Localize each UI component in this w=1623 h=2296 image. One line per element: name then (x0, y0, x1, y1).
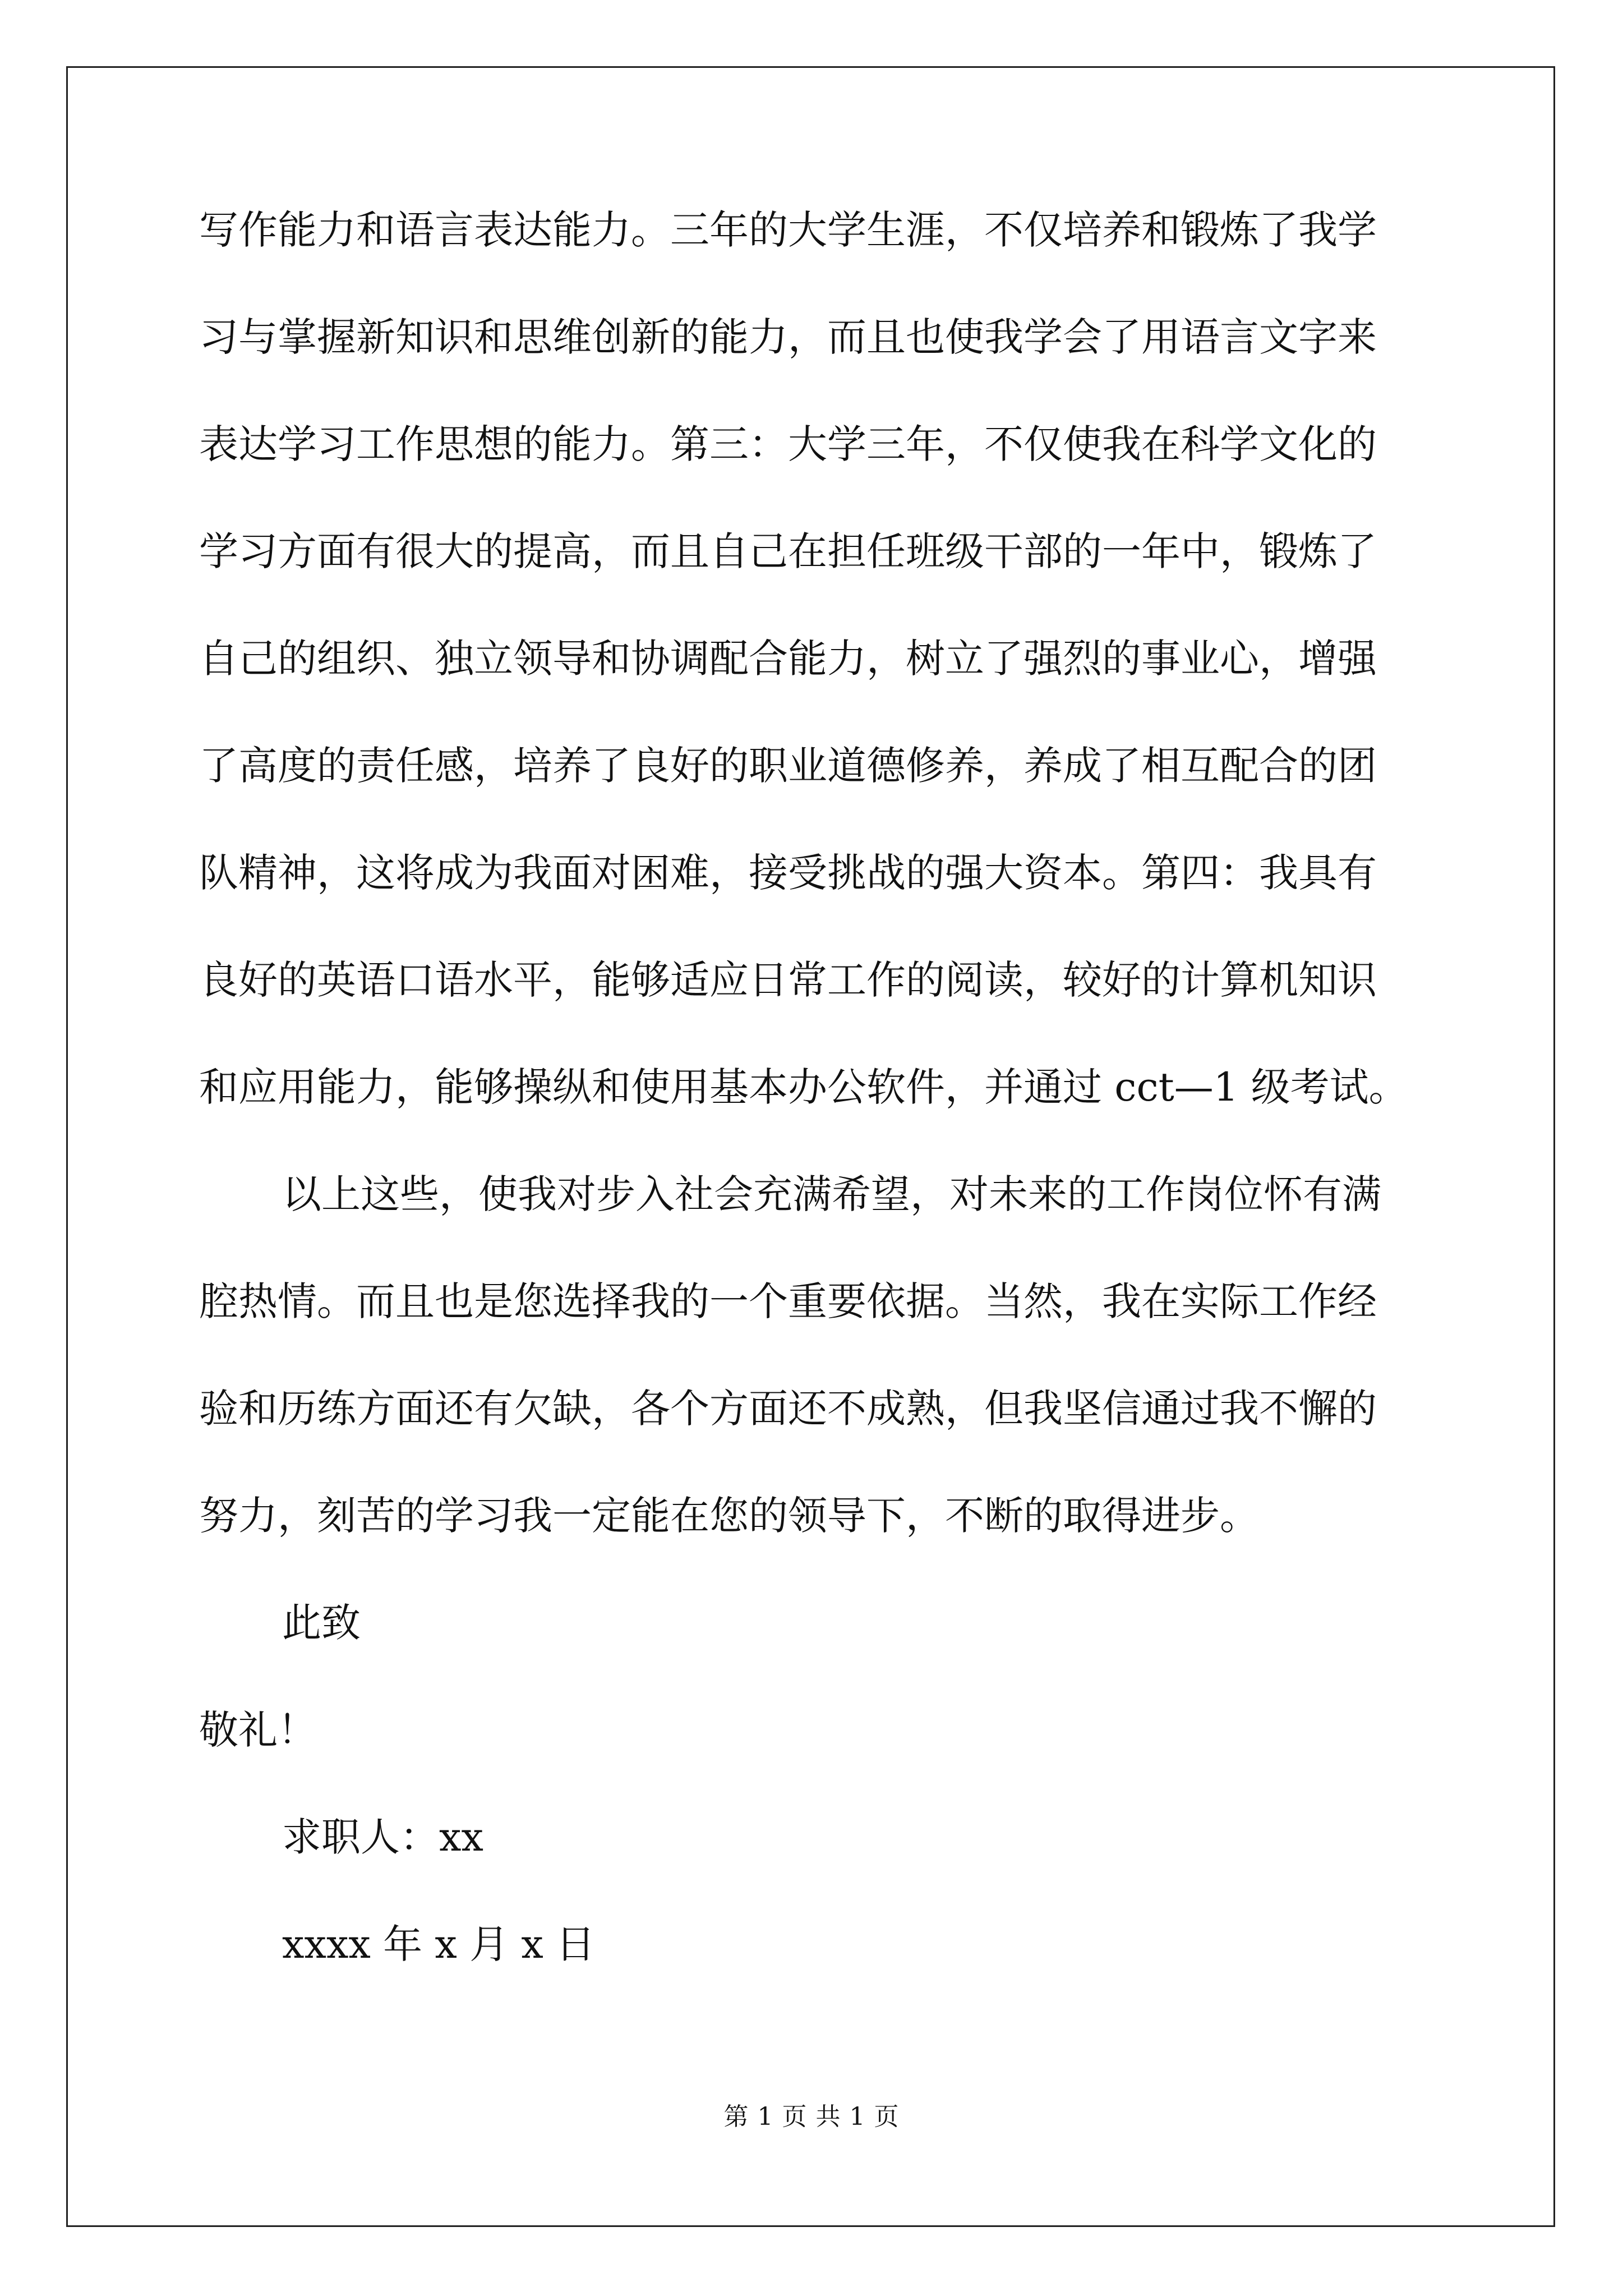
paragraph-line: 表达学习工作思想的能力。第三：大学三年，不仅使我在科学文化的 (199, 421, 1377, 467)
paragraph-line: 习与掌握新知识和思维创新的能力，而且也使我学会了用语言文字来 (199, 314, 1377, 360)
paragraph-line: 了高度的责任感，培养了良好的职业道德修养，养成了相互配合的团 (199, 743, 1377, 789)
page-footer: 第 1 页 共 1 页 (723, 2102, 900, 2131)
paragraph-line: 腔热情。而且也是您选择我的一个重要依据。当然，我在实际工作经 (199, 1278, 1377, 1324)
closing-line: 此致 (282, 1600, 361, 1646)
paragraph-line: 以上这些，使我对步入社会充满希望，对未来的工作岗位怀有满 (282, 1171, 1381, 1217)
paragraph-line: 队精神，这将成为我面对困难，接受挑战的强大资本。第四：我具有 (199, 850, 1377, 896)
salutation: 敬礼！ (199, 1707, 317, 1753)
paragraph-line: 自己的组织、独立领导和协调配合能力，树立了强烈的事业心，增强 (199, 636, 1377, 682)
paragraph-line: 和应用能力，能够操纵和使用基本办公软件，并通过 cct—1 级考试。 (199, 1064, 1408, 1110)
paragraph-line: 写作能力和语言表达能力。三年的大学生涯，不仅培养和锻炼了我学 (199, 207, 1377, 253)
paragraph-line: 良好的英语口语水平，能够适应日常工作的阅读，较好的计算机知识 (199, 957, 1377, 1003)
paragraph-line: 学习方面有很大的提高，而且自己在担任班级干部的一年中，锻炼了 (199, 528, 1377, 574)
document-body (199, 207, 1433, 2032)
date-line: xxxx 年 x 月 x 日 (282, 1921, 596, 1967)
applicant-signature: 求职人：xx (282, 1814, 483, 1860)
paragraph-line: 验和历练方面还有欠缺，各个方面还不成熟，但我坚信通过我不懈的 (199, 1386, 1377, 1432)
paragraph-line: 努力，刻苦的学习我一定能在您的领导下，不断的取得进步。 (199, 1493, 1259, 1539)
